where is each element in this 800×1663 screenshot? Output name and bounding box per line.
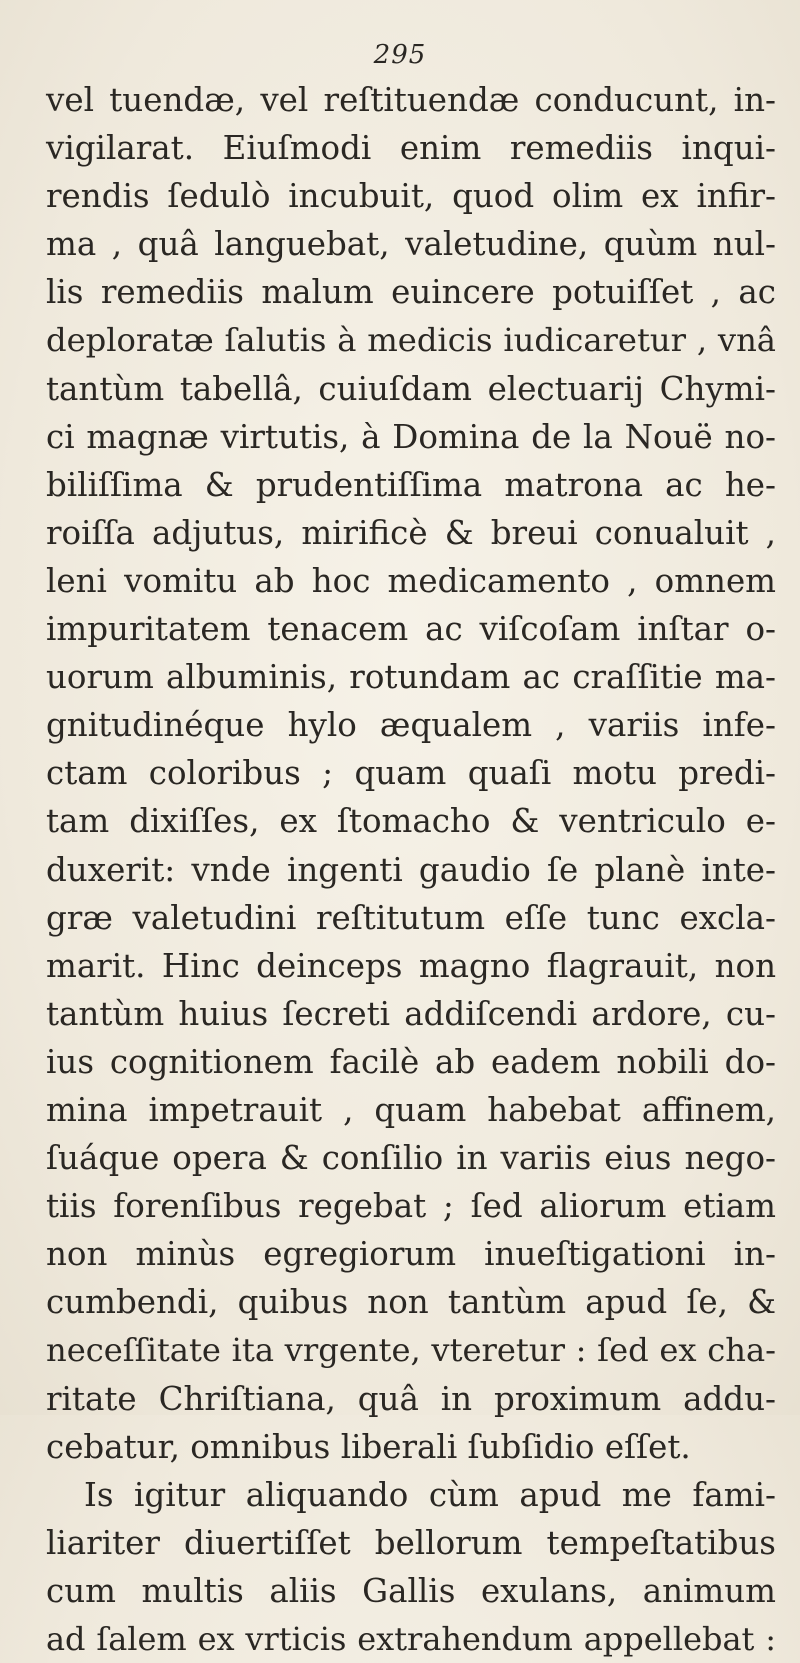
text-line: gnitudinéque hylo æqualem , variis infe- xyxy=(46,706,776,745)
page-number: 295 xyxy=(373,40,427,70)
text-line: vel tuendæ, vel reſtituendæ conducunt, in- xyxy=(46,81,776,119)
text-line: ma , quâ languebat, valetudine, quùm nul- xyxy=(46,225,776,264)
text-line: cebatur, omnibus liberali ſubſidio eſſet. xyxy=(46,1427,691,1466)
text-line: ci magnæ virtutis, à Domina de la Nouë no- xyxy=(46,417,776,456)
text-line: cum multis aliis Gallis exulans, animum xyxy=(46,1571,776,1610)
body-text xyxy=(46,76,776,1663)
text-line: tam dixiſſes, ex ſtomacho & ventriculo e- xyxy=(46,802,776,841)
text-line: ad ſalem ex vrticis extrahendum appellebat : xyxy=(46,1620,776,1658)
text-line: græ valetudini reſtitutum eſſe tunc excla- xyxy=(46,898,776,937)
text-line: tiis forenſibus regebat ; ſed aliorum etiam xyxy=(46,1187,776,1226)
text-line: ritate Chriſtiana, quâ in proximum addu- xyxy=(46,1379,776,1418)
text-line: tantùm huius ſecreti addiſcendi ardore, cu- xyxy=(46,994,776,1033)
text-line: cumbendi, quibus non tantùm apud ſe, & xyxy=(46,1283,776,1322)
text-line: roiſſa adjutus, mirificè & breui conualuit , xyxy=(46,513,776,552)
text-line: non minùs egregiorum inueſtigationi in- xyxy=(46,1235,776,1274)
text-line: deploratæ ſalutis à medicis iudicaretur , vnâ xyxy=(46,321,776,360)
text-line: ius cognitionem facilè ab eadem nobili do- xyxy=(46,1042,776,1081)
text-line: mina impetrauit , quam habebat affinem, xyxy=(46,1090,776,1129)
text-line: impuritatem tenacem ac viſcoſam inſtar o- xyxy=(46,610,776,649)
text-line: neceſſitate ita vrgente, vteretur : ſed ex cha- xyxy=(46,1331,776,1370)
text-line: ſuáque opera & conſilio in variis eius nego- xyxy=(46,1139,776,1178)
text-line: duxerit: vnde ingenti gaudio ſe planè inte- xyxy=(46,850,776,889)
text-line: biliſſima & prudentiſſima matrona ac he- xyxy=(46,465,776,504)
text-line: lis remediis malum euincere potuiſſet , ac xyxy=(46,273,776,312)
text-line: marit. Hinc deinceps magno flagrauit, non xyxy=(46,946,776,985)
text-line: liariter diuertiſſet bellorum tempeſtatibus xyxy=(46,1523,776,1562)
text-line: Is igitur aliquando cùm apud me fami- xyxy=(84,1475,776,1514)
text-line: leni vomitu ab hoc medicamento , omnem xyxy=(46,561,776,600)
text-line: rendis ſedulò incubuit, quod olim ex infir- xyxy=(46,177,776,216)
text-line: uorum albuminis, rotundam ac craſſitie ma- xyxy=(46,658,776,697)
text-line: ctam coloribus ; quam quaſi motu predi- xyxy=(46,754,776,793)
text-line: tantùm tabellâ, cuiuſdam electuarij Chymi- xyxy=(46,369,776,408)
text-line: vigilarat. Eiuſmodi enim remediis inqui- xyxy=(46,129,776,168)
